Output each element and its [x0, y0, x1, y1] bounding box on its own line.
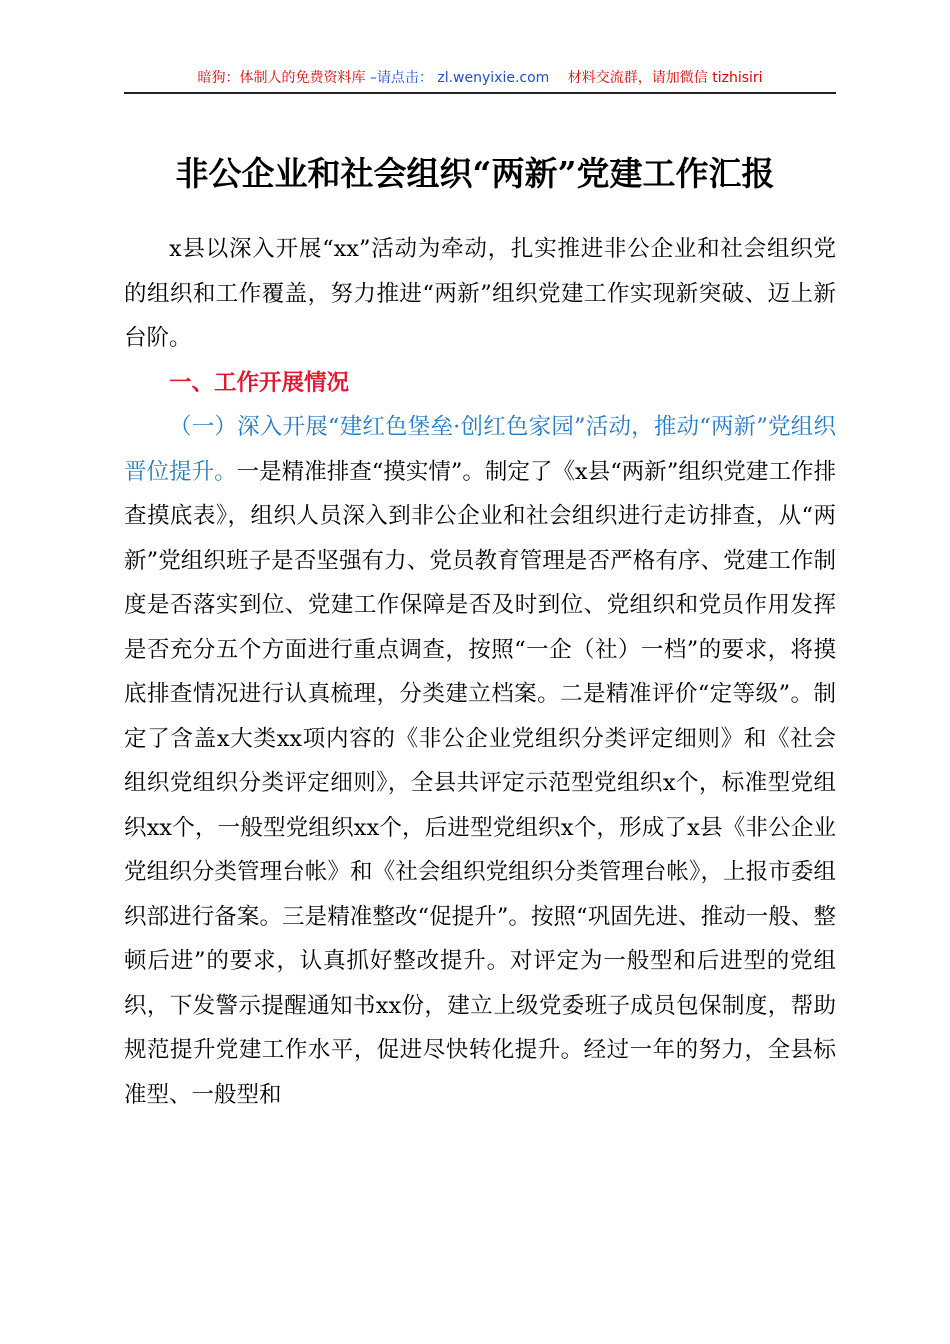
header-group-label: 材料交流群，请加微信 tizhisiri: [567, 70, 763, 86]
subsection-paragraph: [124, 405, 836, 1117]
header-link-url[interactable]: zl.wenyixie.com: [437, 70, 550, 86]
subsection-heading: （一）深入开展“建红色堡垒·创红色家园”活动，推动“两新”党组织晋位提升。: [124, 414, 836, 485]
document-body: [124, 227, 836, 1117]
document-title: 非公企业和社会组织“两新”党建工作汇报: [175, 154, 775, 193]
header-site-label: 暗狗：体制人的免费资料库: [197, 70, 366, 86]
header-divider: [124, 92, 836, 94]
subsection-body: 一是精准排查“摸实情”。制定了《x县“两新”组织党建工作排查摸底表》，组织人员深入到非公企业和社会组织进行走访排查，从“两新”党组织班子是否坚强有力、党员教育管理是否严格有序、党建工作制度是否落实到位、党建工作保障是否及时到位、党组织和党员作用发挥是否充分五个方面进行重点调查，按照“一企（社）一档”的要求，将摸底排查情况进行认真梳理，分类建立档案。二是精准评价“定等级”。制定了含盖x大类xx项内容的《非公企业党组织分类评定细则》和《社会组织党组织分类评定细则》，全县共评定示范型党组织x个，标准型党组织xx个，一般型党组织xx个，后进型党组织x个，形成了x县《非公企业党组织分类管理台帐》和《社会组织党组织分类管理台帐》，上报市委组织部进行备案。三是精准整改“促提升”。按照“巩固先进、推动一般、整顿后进”的要求，认真抓好整改提升。对评定为一般型和后进型的党组织，下发警示提醒通知书xx份，建立上级党委班子成员包保制度，帮助规范提升党建工作水平，促进尽快转化提升。经过一年的努力，全县标准型、一般型和: [124, 458, 836, 1108]
section-heading: 一、工作开展情况: [169, 369, 350, 396]
intro-paragraph: x县以深入开展“xx”活动为牵动，扎实推进非公企业和社会组织党的组织和工作覆盖，努力推进“两新”组织党建工作实现新突破、迈上新台阶。: [124, 236, 836, 351]
page-header: [124, 66, 836, 90]
header-link-prefix: –请点击：: [369, 70, 433, 86]
